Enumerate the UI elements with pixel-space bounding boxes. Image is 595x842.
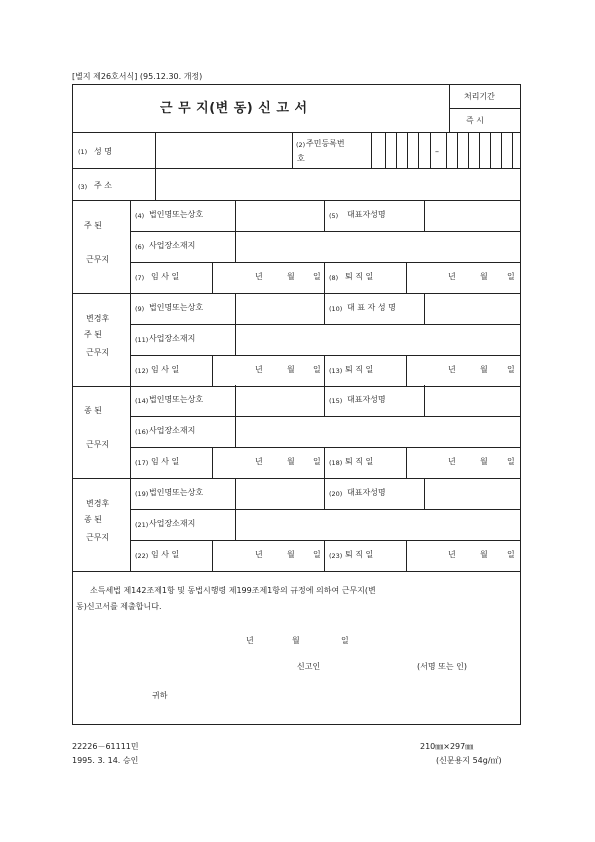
rrn-digit-divider xyxy=(418,132,419,168)
corp-name-label: 법인명또는상호 xyxy=(149,395,204,404)
hire-date-label: 임 사 일 xyxy=(151,365,180,374)
leave-date-label: 퇴 직 일 xyxy=(345,272,374,281)
leave-month-unit: 월 xyxy=(480,365,488,374)
divider xyxy=(130,385,131,478)
section-label: 종 된 xyxy=(84,515,102,524)
corp-name-field[interactable] xyxy=(236,479,324,508)
field-number: (23) xyxy=(329,552,343,560)
leave-year-unit: 년 xyxy=(448,365,456,374)
divider xyxy=(324,540,325,571)
section-label: 근무지 xyxy=(86,533,110,542)
hire-year-unit: 년 xyxy=(255,272,263,281)
leave-month-unit: 월 xyxy=(480,550,488,559)
field-number: (3) xyxy=(78,183,88,191)
representative-label: 대표자성명 xyxy=(347,395,386,404)
form-code: 22226－61111민 xyxy=(72,742,139,751)
divider xyxy=(324,262,325,293)
rrn-digit-divider xyxy=(396,132,397,168)
field-number: (17) xyxy=(135,459,149,467)
signature-label: (서명 또는 인) xyxy=(417,662,467,671)
field-number: (5) xyxy=(329,212,339,220)
rrn-digit-divider xyxy=(446,132,447,168)
divider xyxy=(130,200,131,293)
leave-month-unit: 월 xyxy=(480,272,488,281)
field-number: (1) xyxy=(78,148,88,156)
leave-day-unit: 일 xyxy=(507,457,515,466)
name-field[interactable] xyxy=(156,133,292,167)
form-title: 근 무 지(변 동) 신 고 서 xyxy=(160,101,308,116)
field-number: (14) xyxy=(135,397,149,405)
section-label: 종 된 xyxy=(84,406,102,415)
paper-size: 210㎜×297㎜ xyxy=(420,742,474,751)
hire-date-field[interactable] xyxy=(213,448,323,477)
representative-label: 대표자성명 xyxy=(347,488,386,497)
hire-year-unit: 년 xyxy=(255,365,263,374)
rrn-digit-divider xyxy=(457,132,458,168)
business-site-label: 사업장소재지 xyxy=(149,519,196,528)
representative-label: 대표자성명 xyxy=(347,210,386,219)
field-number: (9) xyxy=(135,305,145,313)
rrn-digit-divider xyxy=(479,132,480,168)
section-label: 근무지 xyxy=(86,348,110,357)
leave-date-field[interactable] xyxy=(407,448,520,477)
leave-date-label: 퇴 직 일 xyxy=(345,365,374,374)
leave-date-field[interactable] xyxy=(407,263,520,292)
field-number: (15) xyxy=(329,397,343,405)
approval-date: 1995. 3. 14. 승인 xyxy=(72,756,139,765)
leave-month-unit: 월 xyxy=(480,457,488,466)
date-year-label: 년 xyxy=(246,636,254,645)
divider xyxy=(324,478,325,509)
business-site-label: 사업장소재지 xyxy=(149,426,196,435)
leave-year-unit: 년 xyxy=(448,550,456,559)
field-number: (12) xyxy=(135,367,149,375)
divider xyxy=(371,132,372,168)
name-label: 성 명 xyxy=(94,147,112,156)
rrn-digit-divider xyxy=(490,132,491,168)
representative-field[interactable] xyxy=(425,479,520,508)
business-site-label: 사업장소재지 xyxy=(149,334,196,343)
hire-month-unit: 월 xyxy=(287,365,295,374)
leave-year-unit: 년 xyxy=(448,272,456,281)
field-number: (6) xyxy=(135,243,145,251)
leave-day-unit: 일 xyxy=(507,550,515,559)
leave-year-unit: 년 xyxy=(448,457,456,466)
business-site-field[interactable] xyxy=(236,510,520,539)
hire-date-label: 임 사 일 xyxy=(151,272,180,281)
field-number: (21) xyxy=(135,521,149,529)
rrn-digit-divider xyxy=(501,132,502,168)
business-site-field[interactable] xyxy=(236,232,520,261)
business-site-field[interactable] xyxy=(236,325,520,354)
field-number: (7) xyxy=(135,274,145,282)
rrn-digit-divider xyxy=(468,132,469,168)
hire-day-unit: 일 xyxy=(313,550,321,559)
divider xyxy=(324,355,325,386)
field-number: (13) xyxy=(329,367,343,375)
reporter-name-field[interactable] xyxy=(330,658,410,674)
hire-month-unit: 월 xyxy=(287,550,295,559)
addressee-label: 귀하 xyxy=(152,691,168,700)
leave-date-label: 퇴 직 일 xyxy=(345,457,374,466)
processing-period-value: 즉 시 xyxy=(466,116,484,125)
field-number: (11) xyxy=(135,336,149,344)
leave-day-unit: 일 xyxy=(507,365,515,374)
field-number: (10) xyxy=(329,305,343,313)
rrn-digit-divider xyxy=(407,132,408,168)
representative-field[interactable] xyxy=(425,201,520,230)
paper-spec: (신문용지 54g/㎡) xyxy=(436,756,502,765)
representative-label: 대 표 자 성 명 xyxy=(347,303,396,312)
section-label: 주 된 xyxy=(84,330,102,339)
field-number: (4) xyxy=(135,212,145,220)
leave-day-unit: 일 xyxy=(507,272,515,281)
corp-name-field[interactable] xyxy=(236,294,324,323)
field-number: (8) xyxy=(329,274,339,282)
divider xyxy=(324,200,325,231)
representative-field[interactable] xyxy=(425,294,520,323)
hire-day-unit: 일 xyxy=(313,272,321,281)
hire-day-unit: 일 xyxy=(313,365,321,374)
hire-year-unit: 년 xyxy=(255,457,263,466)
field-number: (2) xyxy=(296,141,306,149)
leave-date-field[interactable] xyxy=(407,541,520,570)
representative-field[interactable] xyxy=(425,386,520,415)
field-number: (16) xyxy=(135,428,149,436)
rrn-label: 주민등록번 xyxy=(306,139,345,148)
hire-date-label: 임 사 일 xyxy=(151,457,180,466)
divider xyxy=(292,132,293,168)
divider xyxy=(130,293,131,386)
leave-date-field[interactable] xyxy=(407,356,520,385)
section-label: 근무지 xyxy=(86,440,110,449)
address-label: 주 소 xyxy=(94,181,112,190)
corp-name-field[interactable] xyxy=(236,201,324,230)
rrn-digit-divider xyxy=(430,132,431,168)
field-number: (19) xyxy=(135,490,149,498)
rrn-digit-divider xyxy=(385,132,386,168)
date-day-label: 일 xyxy=(341,636,349,645)
corp-name-field[interactable] xyxy=(236,386,324,415)
divider xyxy=(72,132,521,133)
declaration-line2: 동)신고서를 제출합니다. xyxy=(76,602,162,611)
corp-name-label: 법인명또는상호 xyxy=(149,303,204,312)
section-label: 주 된 xyxy=(84,221,102,230)
divider xyxy=(324,447,325,478)
hire-day-unit: 일 xyxy=(313,457,321,466)
field-number: (22) xyxy=(135,552,149,560)
reporter-label: 신고인 xyxy=(297,662,321,671)
business-site-field[interactable] xyxy=(236,417,520,446)
business-site-label: 사업장소재지 xyxy=(149,241,196,250)
corp-name-label: 법인명또는상호 xyxy=(149,210,204,219)
rrn-dash: – xyxy=(435,147,439,156)
rrn-digit-divider xyxy=(512,132,513,168)
hire-date-field[interactable] xyxy=(213,356,323,385)
section-label: 변경후 xyxy=(86,499,110,508)
hire-date-field[interactable] xyxy=(213,541,323,570)
divider xyxy=(449,108,521,109)
form-number: [별지 제26호서식] (95.12.30. 개정) xyxy=(72,72,203,81)
divider xyxy=(324,293,325,324)
section-label: 변경후 xyxy=(86,314,110,323)
rrn-label-cont: 호 xyxy=(297,154,305,163)
leave-date-label: 퇴 직 일 xyxy=(345,550,374,559)
divider xyxy=(72,571,521,572)
field-number: (20) xyxy=(329,490,343,498)
section-label: 근무지 xyxy=(86,255,110,264)
divider xyxy=(130,478,131,571)
hire-date-field[interactable] xyxy=(213,263,323,292)
address-field[interactable] xyxy=(156,169,520,199)
declaration-line1: 소득세법 제142조제1항 및 동법시행령 제199조제1항의 규정에 의하여 근무지(변 xyxy=(90,586,376,595)
processing-period-label: 처리기간 xyxy=(464,92,495,101)
hire-month-unit: 월 xyxy=(287,272,295,281)
hire-date-label: 임 사 일 xyxy=(151,550,180,559)
hire-month-unit: 월 xyxy=(287,457,295,466)
date-month-label: 월 xyxy=(292,636,300,645)
corp-name-label: 법인명또는상호 xyxy=(149,488,204,497)
hire-year-unit: 년 xyxy=(255,550,263,559)
field-number: (18) xyxy=(329,459,343,467)
divider xyxy=(324,385,325,416)
